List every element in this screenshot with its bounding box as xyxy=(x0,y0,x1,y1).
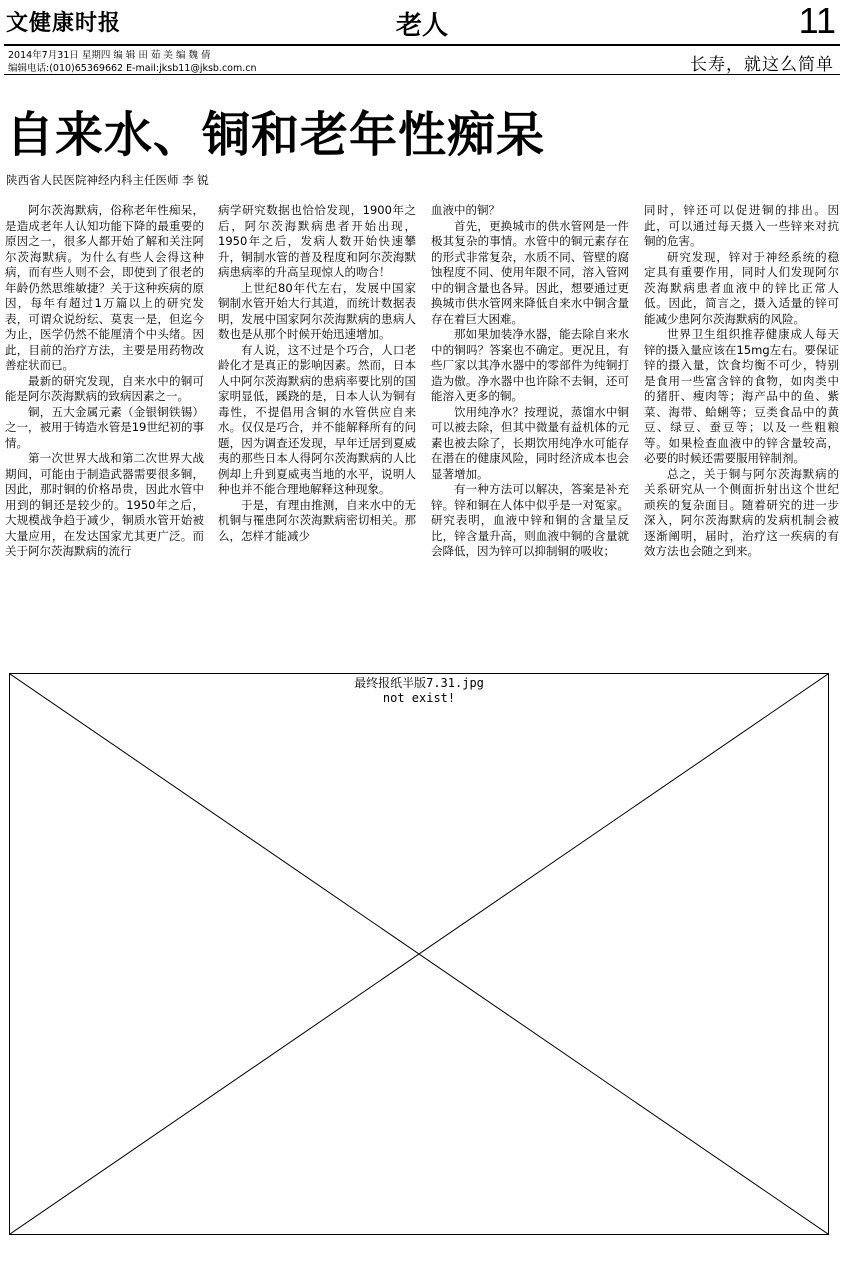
article-headline: 自来水、铜和老年性痴呆 xyxy=(6,107,546,163)
image-filename: 最终报纸半版7.31.jpg xyxy=(354,676,484,690)
date-editors-line: 2014年7月31日 星期四 编 辑 田 茹 美 编 魏 倩 xyxy=(8,50,211,61)
article-paragraph: 病学研究数据也恰恰发现，1900年之后，阿尔茨海默病患者开始出现，1950年之后，发病人数开始快速攀升，铜制水管的普及程度和阿尔茨海默病患病率的升高呈现惊人的吻合！ xyxy=(218,203,416,279)
article-column-2 xyxy=(218,203,416,544)
newspaper-logo: 文健康时报 xyxy=(6,10,122,36)
article-paragraph: 于是，有理由推测，自来水中的无机铜与罹患阿尔茨海默病密切相关。那么，怎样才能减少 xyxy=(218,497,416,543)
article-paragraph: 那如果加装净水器，能去除自来水中的铜吗？答案也不确定。更况且，有些厂家以其净水器中的零部件为纯铜打造为傲。净水器中也许除不去铜，还可能溶入更多的铜。 xyxy=(431,327,629,403)
article-byline: 陕西省人民医院神经内科主任医师 李 锐 xyxy=(6,173,209,187)
article-paragraph: 血液中的铜？ xyxy=(431,203,500,217)
article-paragraph: 世界卫生组织推荐健康成人每天锌的摄入量应该在15mg左右。要保证锌的摄入量，饮食均衡不可少，特别是食用一些富含锌的食物，如肉类中的猪肝、瘦肉等；海产品中的鱼、紫菜、海带、蛤蜊等；豆类食品中的黄豆、绿豆、蚕豆等；以及一些粗粮等。如果检查血液中的锌含量较高，必要的时候还需要服用锌制剂。 xyxy=(644,327,839,465)
section-title: 老人 xyxy=(395,11,448,41)
article-paragraph: 最新的研究发现，自来水中的铜可能是阿尔茨海默病的致病因素之一。 xyxy=(5,373,204,403)
article-paragraph: 阿尔茨海默病，俗称老年性痴呆，是造成老年人认知功能下降的最重要的原因之一，很多人都开始了解和关注阿尔茨海默病。为什么有些人会得这种病，而有些人则不会，即使到了很老的年龄仍然思维敏捷？关于这种疾病的原因，每年有超过1万篇以上的研究发表，可谓众说纷纭、莫衷一是，但迄今为止，医学仍然不能厘清个中头绪。因此，目前的治疗方法，主要是用药物改善症状而已。 xyxy=(5,203,204,372)
image-status: not exist! xyxy=(382,691,456,705)
article-paragraph: 总之，关于铜与阿尔茨海默病的关系研究从一个侧面折射出这个世纪顽疾的复杂面目。随着研究的进一步深入，阿尔茨海默病的发病机制会被逐渐阐明，届时，治疗这一疾病的有效方法也会随之到来。 xyxy=(644,466,839,558)
broken-image-caption xyxy=(10,676,828,706)
article-paragraph: 上世纪80年代左右，发展中国家铜制水管开始大行其道，而统计数据表明，发展中国家阿尔茨海默病的患病人数也是从那个时候开始迅速增加。 xyxy=(218,280,416,341)
article-column-4 xyxy=(644,203,839,560)
article-paragraph: 第一次世界大战和第二次世界大战期间，可能由于制造武器需要很多铜，因此，那时铜的价格昂贵，因此水管中用到的铜还是较少的。1950年之后，大规模战争趋于减少，铜质水管开始被大量应用，在发达国家尤其更广泛。而关于阿尔茨海默病的流行 xyxy=(5,451,204,558)
contact-line: 编辑电话:(010)65369662 E-mail:jksb11@jksb.com.cn xyxy=(8,63,257,74)
article-paragraph: 研究发现，锌对于神经系统的稳定具有重要作用，同时人们发现阿尔茨海默病患者血液中的锌比正常人低。因此，简言之，摄入适量的锌可能减少患阿尔茨海默病的风险。 xyxy=(644,249,839,326)
article-paragraph: 饮用纯净水？按理说，蒸馏水中铜可以被去除，但其中微量有益机体的元素也被去除了，长期饮用纯净水可能存在潜在的健康风险，同时经济成本也会显著增加。 xyxy=(431,404,629,481)
article-paragraph: 有人说，这不过是个巧合，人口老龄化才是真正的影响因素。然而，日本人中阿尔茨海默病的患病率要比别的国家明显低，蹊跷的是，日本人认为铜有毒性，不提倡用含铜的水管供应自来水。仅仅是巧合，并不能解释所有的问题，因为调查还发现，早年迁居到夏威夷的那些日本人得阿尔茨海默病的人比例却上升到夏威夷当地的水平，说明人种也并不能合理地解释这种现象。 xyxy=(218,342,416,496)
masthead-rule xyxy=(4,44,840,46)
article-paragraph: 首先，更换城市的供水管网是一件极其复杂的事情。水管中的铜元素存在的形式非常复杂，水质不同、管壁的腐蚀程度不同、使用年限不同，溶入管网中的铜含量也各异。因此，想要通过更换城市供水管网来降低自来水中铜含量存在着巨大困难。 xyxy=(431,218,629,326)
header-rule xyxy=(4,74,840,75)
broken-image-placeholder xyxy=(9,673,829,1235)
article-column-1 xyxy=(5,203,204,560)
page-number: 11 xyxy=(798,0,836,41)
article-paragraph: 有一种方法可以解决，答案是补充锌。锌和铜在人体中似乎是一对冤家。研究表明，血液中锌和铜的含量呈反比，锌含量升高，则血液中铜的含量就会降低，因为锌可以抑制铜的吸收； xyxy=(431,482,629,558)
article-column-3 xyxy=(431,203,629,560)
section-slogan: 长寿，就这么简单 xyxy=(690,55,834,75)
broken-image-cross xyxy=(10,674,828,1234)
article-paragraph: 铜，五大金属元素（金银铜铁锡）之一，被用于铸造水管是19世纪初的事情。 xyxy=(5,404,204,450)
article-paragraph: 同时，锌还可以促进铜的排出。因此，可以通过每天摄入一些锌来对抗铜的危害。 xyxy=(644,203,839,248)
